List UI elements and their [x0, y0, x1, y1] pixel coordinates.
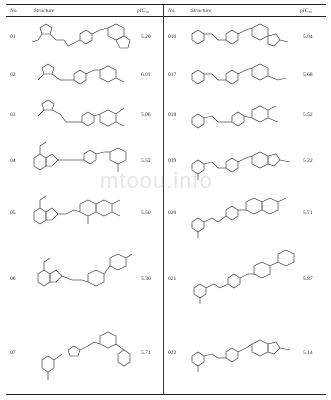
row-value-left-2: 6.01	[141, 72, 151, 78]
row-value-left-4: 5.52	[141, 158, 151, 164]
row-no-left-1: 01	[10, 34, 16, 40]
row-no-right-3: 018	[168, 112, 177, 118]
row-value-left-1: 5.20	[141, 34, 151, 40]
structure-drawing-right-7	[186, 316, 298, 386]
header-value-left: pIC₅₀	[137, 8, 150, 14]
row-no-left-4: 04	[10, 158, 16, 164]
structure-drawing-left-1	[28, 20, 138, 56]
structure-drawing-right-3	[186, 96, 298, 134]
row-no-left-6: 06	[10, 276, 16, 282]
row-value-right-2: 5.68	[303, 72, 313, 78]
row-no-left-3: 03	[10, 112, 16, 118]
row-no-right-7: 022	[168, 350, 177, 356]
row-value-right-5: 5.71	[303, 210, 313, 216]
row-no-right-1: 016	[168, 34, 177, 40]
structure-drawing-left-3	[28, 96, 138, 134]
structure-drawing-left-6	[28, 244, 138, 306]
row-value-right-1: 5.04	[303, 34, 313, 40]
structure-drawing-left-2	[28, 58, 138, 94]
table-bottom-rule	[6, 394, 326, 395]
row-no-right-5: 020	[168, 210, 177, 216]
row-no-right-2: 017	[168, 72, 177, 78]
header-structure-right: Structure	[191, 8, 212, 14]
row-no-left-2: 02	[10, 72, 16, 78]
structure-drawing-right-6	[186, 244, 298, 306]
row-no-left-5: 05	[10, 210, 16, 216]
row-value-right-6: 5.87	[303, 276, 313, 282]
table-header-rule	[6, 16, 326, 17]
watermark: mtoou.info	[100, 168, 213, 193]
row-no-right-6: 021	[168, 276, 177, 282]
structure-drawing-right-1	[186, 20, 298, 56]
structure-drawing-left-7	[28, 316, 138, 386]
row-value-left-6: 5.30	[141, 276, 151, 282]
column-separator	[163, 5, 164, 394]
row-value-right-7: 5.14	[303, 350, 313, 356]
row-no-right-4: 019	[168, 158, 177, 164]
row-value-left-7: 5.71	[141, 350, 151, 356]
header-value-right: pIC₅₀	[300, 8, 313, 14]
header-no-right: No.	[168, 8, 176, 14]
row-value-left-5: 5.50	[141, 210, 151, 216]
table-top-rule	[6, 4, 326, 5]
header-no-left: No.	[10, 8, 18, 14]
row-no-left-7: 07	[10, 350, 16, 356]
header-structure-left: Structure	[34, 8, 55, 14]
row-value-left-3: 5.06	[141, 112, 151, 118]
row-value-right-3: 5.52	[303, 112, 313, 118]
structure-drawing-right-2	[186, 58, 298, 94]
row-value-right-4: 5.22	[303, 158, 313, 164]
